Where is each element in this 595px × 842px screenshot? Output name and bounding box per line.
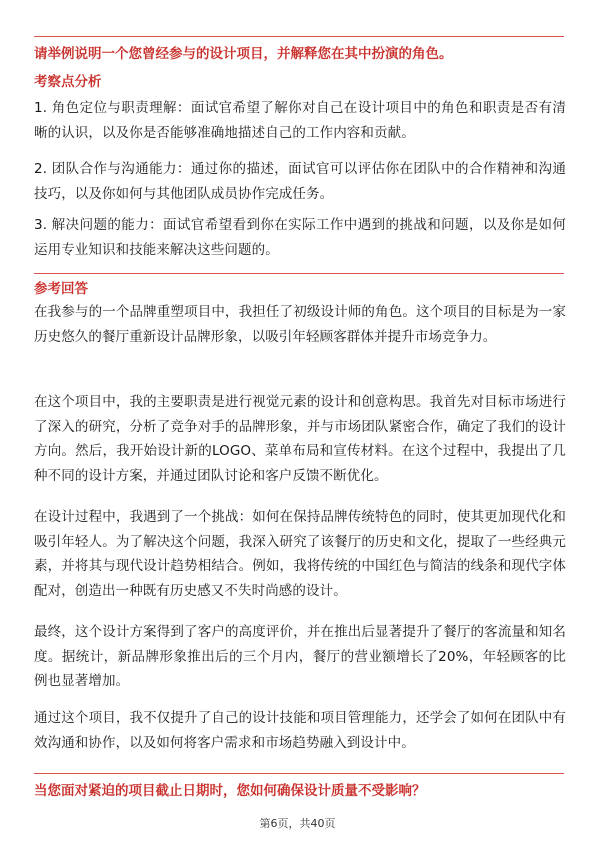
section-divider	[34, 273, 564, 274]
page-number: 第6页，共40页	[259, 817, 336, 830]
analysis-point-3: 3. 解决问题的能力：面试官希望看到你在实际工作中遇到的挑战和问题，以及你是如何运用专业知识和技能来解决这些问题的。	[34, 217, 566, 258]
bottom-divider	[34, 773, 564, 774]
answer-paragraph-5: 通过这个项目，我不仅提升了自己的设计技能和项目管理能力，还学会了如何在团队中有效沟通和协作，以及如何将客户需求和市场趋势融入到设计中。	[34, 710, 566, 751]
analysis-point-2: 2. 团队合作与沟通能力：通过你的描述，面试官可以评估你在团队中的合作精神和沟通技巧，以及你如何与其他团队成员协作完成任务。	[34, 161, 566, 202]
answer-heading: 参考回答	[34, 281, 88, 297]
answer-paragraph-4: 最终，这个设计方案得到了客户的高度评价，并在推出后显著提升了餐厅的客流量和知名度。据统计，新品牌形象推出后的三个月内，餐厅的营业额增长了20%，年轻顾客的比例也显著增加。	[34, 624, 566, 689]
next-question-title: 当您面对紧迫的项目截止日期时，您如何确保设计质量不受影响？	[34, 783, 426, 799]
analysis-heading: 考察点分析	[34, 74, 102, 90]
question-title: 请举例说明一个您曾经参与的设计项目，并解释您在其中扮演的角色。	[34, 46, 453, 62]
answer-paragraph-1: 在我参与的一个品牌重塑项目中，我担任了初级设计师的角色。这个项目的目标是为一家历史悠久的餐厅重新设计品牌形象，以吸引年轻顾客群体并提升市场竞争力。	[34, 304, 566, 345]
top-divider	[34, 36, 564, 37]
answer-paragraph-3: 在设计过程中，我遇到了一个挑战：如何在保持品牌传统特色的同时，使其更加现代化和吸引年轻人。为了解决这个问题，我深入研究了该餐厅的历史和文化，提取了一些经典元素，并将其与现代设计趋势相结合。例如，我将传统的中国红色与简洁的线条和现代字体配对，创造出一种既有历史感又不失时尚感的设计。	[34, 509, 566, 599]
answer-paragraph-2: 在这个项目中，我的主要职责是进行视觉元素的设计和创意构思。我首先对目标市场进行了深入的研究，分析了竞争对手的品牌形象，并与市场团队紧密合作，确定了我们的设计方向。然后，我开始设计新的LOGO、菜单布局和宣传材料。在这个过程中，我提出了几种不同的设计方案，并通过团队讨论和客户反馈不断优化。	[34, 394, 566, 484]
analysis-point-1: 1. 角色定位与职责理解：面试官希望了解你对自己在设计项目中的角色和职责是否有清晰的认识，以及你是否能够准确地描述自己的工作内容和贡献。	[34, 100, 566, 141]
